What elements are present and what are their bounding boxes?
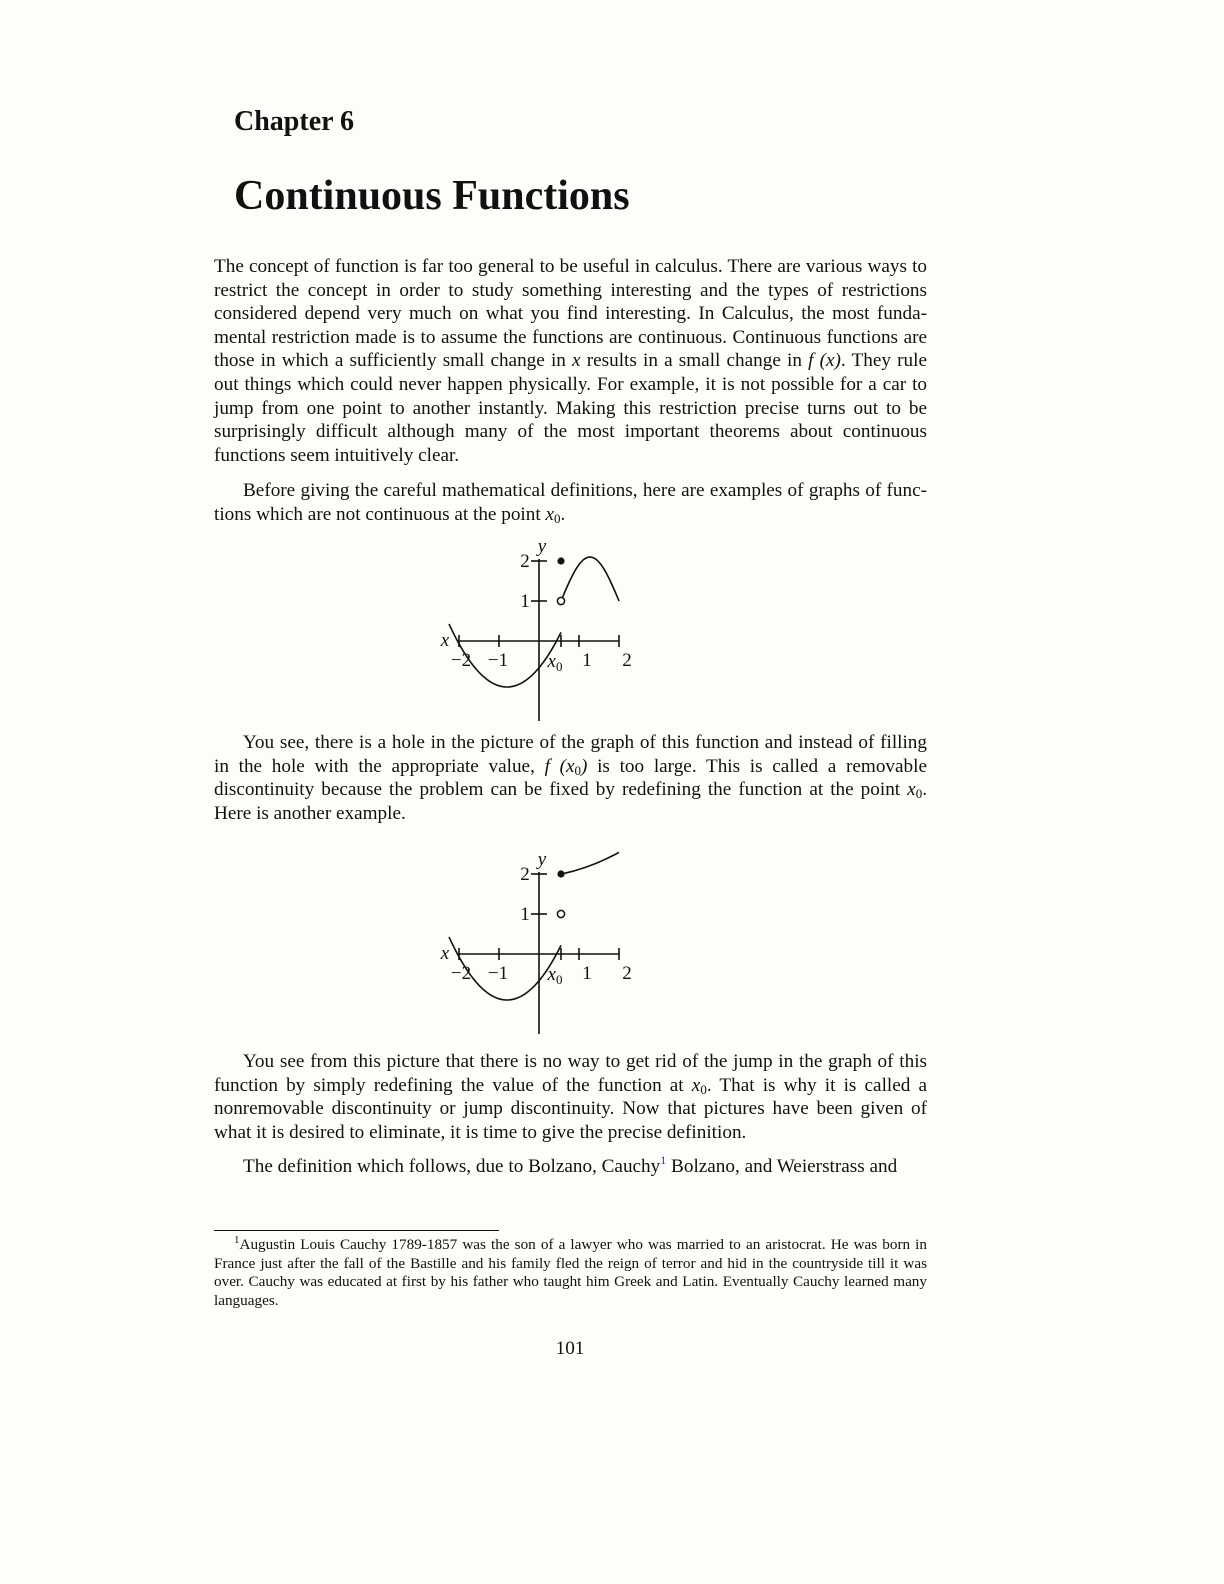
paragraph-removable: You see, there is a hole in the picture of the graph of this function and instead of filling in the hole with the appropriate value, f $(x_0)$ is too large. This is called a removable discontinuity because the problem can be fixed by redefining the function at the point $x_0$. Here is another example.: [214, 732, 927, 824]
y-axis-label: y: [537, 536, 547, 557]
open-point: [557, 910, 564, 917]
paragraph-examples-intro: Before giving the careful mathematical definitions, here are examples of graphs of func-tions which are not continuous at the point $x_0$.: [214, 480, 927, 526]
figure-removable-discontinuity: [420, 530, 640, 730]
x0-tick-label: $x_0$: [547, 964, 563, 987]
paragraph-jump: You see from this picture that there is no way to get rid of the jump in the graph of this function by simply redefining the value of the function at $x_0$. That is why it is called a nonremovable discontinuity or jump discontinuity. Now that pictures have been given of what it is desired to eliminate, it is time to give the precise definition.: [214, 1051, 927, 1143]
curve-right-branch: [561, 557, 619, 601]
x-tick-label: 2: [622, 963, 632, 984]
footnote-marker: 1: [234, 1234, 240, 1246]
y-axis-label: y: [537, 849, 547, 870]
x-tick-label: −1: [487, 963, 509, 984]
x-tick-label: 1: [582, 650, 592, 671]
figure-jump-discontinuity: [420, 843, 640, 1043]
math-x0: $x_0$: [691, 1074, 707, 1097]
x-tick-label: 2: [622, 650, 632, 671]
graph-removable: [420, 530, 640, 730]
math-fx: f (x): [808, 350, 841, 372]
open-point: [557, 597, 564, 604]
math-x: x: [572, 350, 581, 372]
x0-tick-label: $x_0$: [547, 651, 563, 674]
y-tick-label: 2: [520, 864, 530, 885]
chapter-label: Chapter 6: [234, 106, 355, 137]
x-tick-label: −2: [450, 650, 472, 671]
footnote-text: Augustin Louis Cauchy 1789-1857 was the son of a lawyer who was married to an aristocrat. He was born in France just after the fall of the Bastille and his family fled the reign of terror and hid in the countryside till it was over. Cauchy was educated at first by his father who taught him Greek and Latin. Eventually Cauchy learned many languages.: [214, 1236, 927, 1310]
y-tick-label: 1: [520, 904, 530, 925]
filled-point: [557, 870, 564, 877]
x-tick-label: 1: [582, 963, 592, 984]
y-tick-label: 2: [520, 551, 530, 572]
x-tick-label: −2: [450, 963, 472, 984]
filled-point: [557, 557, 564, 564]
x-axis-label: x: [440, 943, 450, 964]
paragraph-intro: The concept of function is far too general to be useful in calculus. There are various ways to restrict the concept in order to study something interesting and the types of restrictions considered depend very much on what you find interesting. In Calculus, the most funda-mental restriction made is to assume the functions are continuous. Continuous functions are those in which a sufficiently small change in x results in a small change in f (x). They rule out things which could never happen physically. For example, it is not possible for a car to jump from one point to another instantly. Making this restriction precise turns out to be surprisingly difficult although many of the most important theorems about continuous functions seem intuitively clear.: [214, 256, 927, 466]
math-x0: $x_0$: [545, 503, 561, 526]
chapter-title: Continuous Functions: [234, 173, 630, 219]
graph-jump: [420, 843, 640, 1043]
y-tick-label: 1: [520, 591, 530, 612]
footnote-reference-link[interactable]: 1: [660, 1153, 667, 1167]
math-x0: $x_0$: [907, 779, 923, 802]
page-number: 101: [555, 1338, 585, 1359]
footnote-rule: [214, 1230, 499, 1231]
x-tick-label: −1: [487, 650, 509, 671]
paragraph-definition-intro: The definition which follows, due to Bolzano, Cauchy$^1$ Bolzano, and Weierstrass and: [243, 1153, 898, 1177]
x-axis-label: x: [440, 630, 450, 651]
math-f-x0: f $(x_0)$: [544, 755, 588, 778]
footnote: [214, 1236, 927, 1311]
curve-right-branch: [561, 852, 619, 874]
